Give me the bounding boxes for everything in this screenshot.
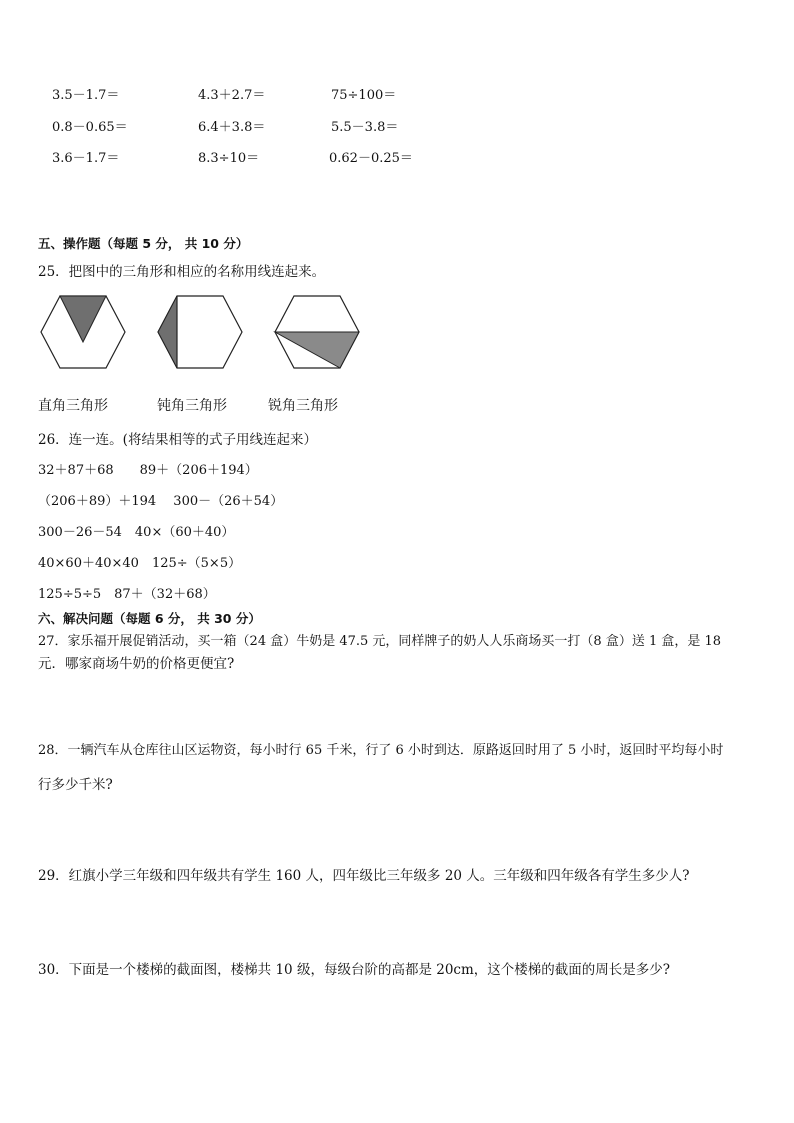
question-30: 30．下面是一个楼梯的截面图，楼梯共 10 级，每级台阶的高都是 20cm，这个楼梯的截面的周长是多少? <box>38 962 671 978</box>
expression-pair: （206＋89）＋194 300－（26＋54） <box>38 494 284 509</box>
calc-item: 6.4＋3.8＝ <box>198 120 266 135</box>
calc-item: 75÷100＝ <box>331 88 397 103</box>
calc-item: 5.5－3.8＝ <box>331 120 399 135</box>
calc-item: 3.5－1.7＝ <box>52 88 120 103</box>
question-28-line1: 28．一辆汽车从仓库往山区运物资，每小时行 65 千米，行了 6 小时到达．原路返回时用了 5 小时，返回时平均每小时 <box>38 743 724 758</box>
label-obtuse-triangle: 钝角三角形 <box>157 398 227 414</box>
section-title: 五、操作题（每题 5 分， 共 10 分） <box>38 236 249 251</box>
question-29: 29．红旗小学三年级和四年级共有学生 160 人，四年级比三年级多 20 人。三年级和四年级各有学生多少人? <box>38 868 690 884</box>
calc-item: 0.8－0.65＝ <box>52 120 128 135</box>
calc-item: 8.3÷10＝ <box>198 151 260 166</box>
hexagon-acute-triangle-figure <box>272 294 362 370</box>
question-27-line1: 27．家乐福开展促销活动，买一箱（24 盒）牛奶是 47.5 元，同样牌子的奶人人乐商场买一打（8 盒）送 1 盒，是 18 <box>38 634 722 649</box>
question-28-line2: 行多少千米? <box>38 777 113 793</box>
label-acute-triangle: 锐角三角形 <box>268 398 338 414</box>
question-26: 26．连一连。(将结果相等的式子用线连起来） <box>38 432 317 448</box>
expression-pair: 125÷5÷5 87＋（32＋68） <box>38 587 216 602</box>
section-title: 六、解决问题（每题 6 分， 共 30 分） <box>38 611 261 626</box>
hexagon-right-triangle-figure <box>38 294 128 370</box>
question-25: 25．把图中的三角形和相应的名称用线连起来。 <box>38 264 326 280</box>
calc-item: 3.6－1.7＝ <box>52 151 120 166</box>
calc-item: 0.62－0.25＝ <box>329 151 413 166</box>
expression-pair: 40×60＋40×40 125÷（5×5） <box>38 556 242 571</box>
question-27-line2: 元．哪家商场牛奶的价格更便宜? <box>38 656 235 672</box>
expression-pair: 300－26－54 40×（60＋40） <box>38 525 235 540</box>
label-right-triangle: 直角三角形 <box>38 398 108 414</box>
hexagon-obtuse-triangle-figure <box>155 294 245 370</box>
expression-pair: 32＋87＋68 89＋（206＋194） <box>38 463 258 478</box>
calc-item: 4.3＋2.7＝ <box>198 88 266 103</box>
